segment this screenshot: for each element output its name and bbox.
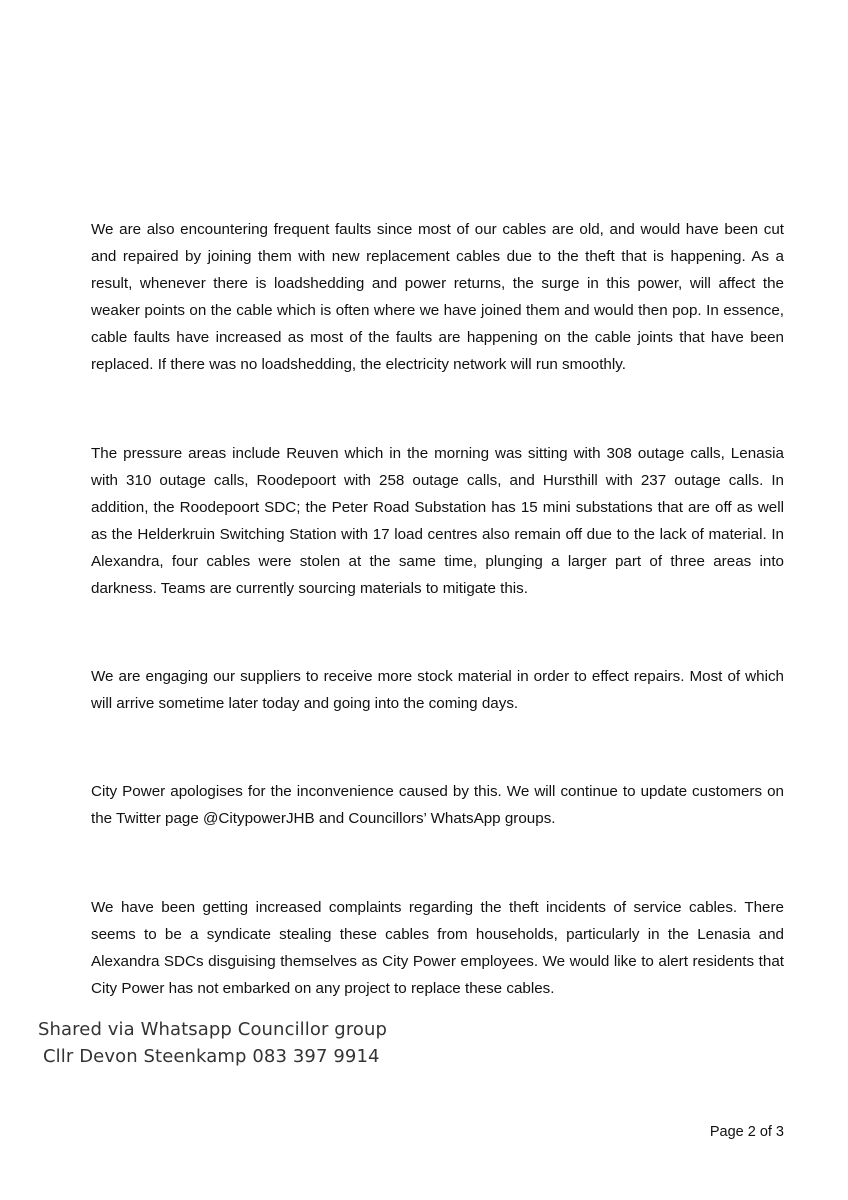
paragraph-theft-warning: We have been getting increased complaints regarding the theft incidents of service cables. There seems to be a syndicate stealing these cables from households, particularly in the Lenasia and Alexandra SDCs disguising themselves as City Power employees. We would like to alert residents that City Power has not embarked on any project to replace these cables. bbox=[91, 899, 784, 997]
page-number: Page 2 of 3 bbox=[709, 1124, 784, 1140]
paragraph-cable-faults: We are also encountering frequent faults since most of our cables are old, and would have been cut and repaired by joining them with new replacement cables due to the theft that is happening. As a result, whenever there is loadshedding and power returns, the surge in this power, will affect the weaker points on the cable which is often where we have joined them and would then pop. In essence, cable faults have increased as most of the faults are happening on the cable joints that have been replaced. If there was no loadshedding, the electricity network will run smoothly. bbox=[91, 221, 784, 373]
annotation-councillor-line: Cllr Devon Steenkamp 083 397 9914 bbox=[43, 1046, 380, 1067]
shared-via-annotation bbox=[38, 1016, 387, 1070]
annotation-shared-line: Shared via Whatsapp Councillor group bbox=[38, 1019, 388, 1040]
paragraph-apology: City Power apologises for the inconvenience caused by this. We will continue to update customers on the Twitter page @CitypowerJHB and Councillors’ WhatsApp groups. bbox=[91, 783, 784, 827]
paragraph-pressure-areas: The pressure areas include Reuven which in the morning was sitting with 308 outage calls, Lenasia with 310 outage calls, Roodepoort with 258 outage calls, and Hursthill with 237 outage calls. In addition, the Roodepoort SDC; the Peter Road Substation has 15 mini substations that are off as well as the Helderkruin Switching Station with 17 load centres also remain off due to the lack of material. In Alexandra, four cables were stolen at the same time, plunging a larger part of three areas into darkness. Teams are currently sourcing materials to mitigate this. bbox=[91, 445, 784, 597]
paragraph-suppliers: We are engaging our suppliers to receive more stock material in order to effect repairs. Most of which will arrive sometime later today and going into the coming days. bbox=[91, 668, 784, 712]
